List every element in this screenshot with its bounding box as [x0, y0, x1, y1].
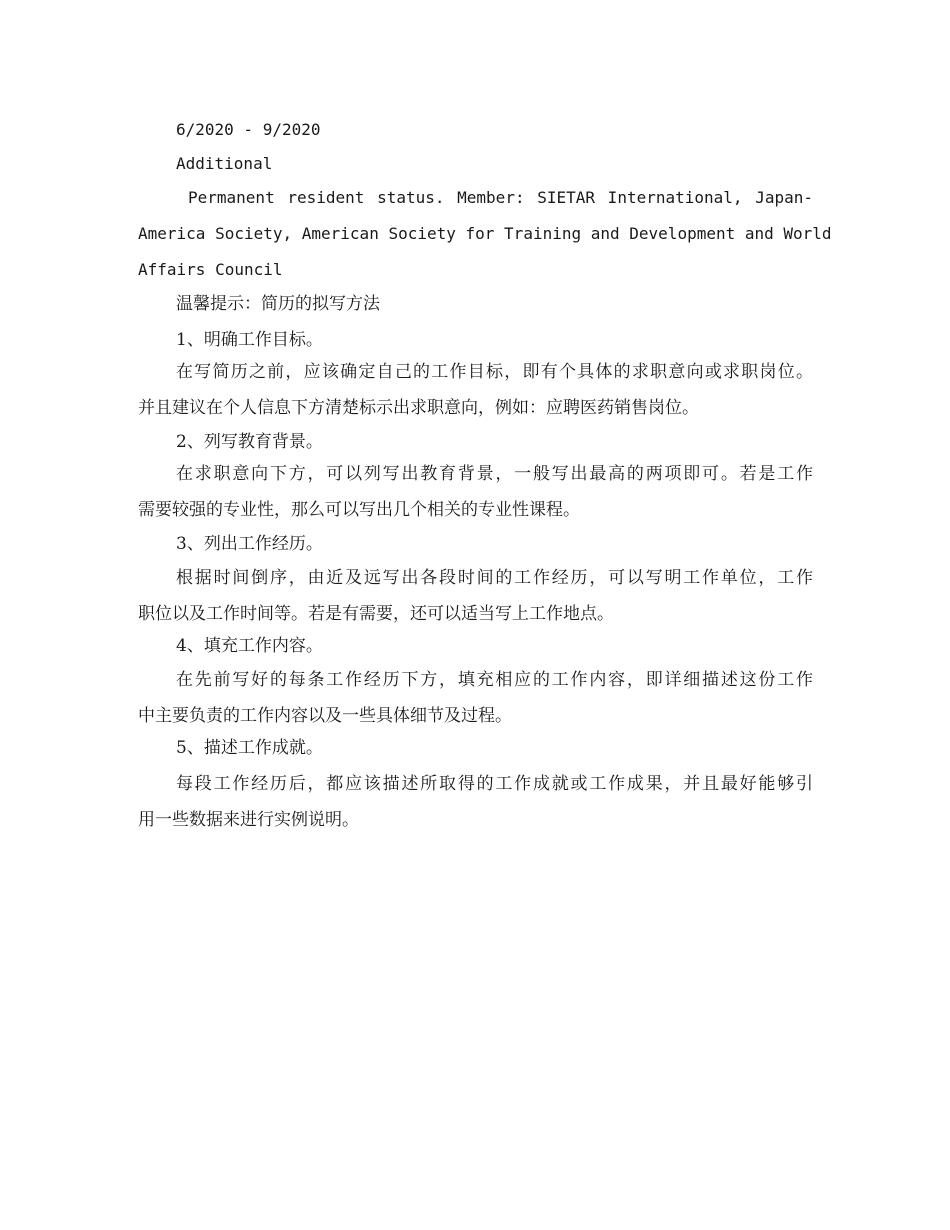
tip-body-line: 在求职意向下方，可以列写出教育背景，一般写出最高的两项即可。若是工作 [176, 464, 813, 484]
tip-body-line: 需要较强的专业性，那么可以写出几个相关的专业性课程。 [138, 500, 580, 520]
additional-heading: Additional [176, 154, 273, 173]
tips-heading: 温馨提示：简历的拟写方法 [176, 294, 380, 314]
tip-body-line: 中主要负责的工作内容以及一些具体细节及过程。 [138, 706, 512, 726]
date-range: 6/2020 - 9/2020 [176, 120, 321, 139]
additional-text-line: America Society, American Society for Training and Development and World [138, 224, 832, 243]
additional-text-line: Affairs Council [138, 260, 283, 279]
tip-body-line: 根据时间倒序，由近及远写出各段时间的工作经历，可以写明工作单位，工作 [176, 568, 813, 588]
additional-text-line: Permanent resident status. Member: SIETAR International, Japan- [188, 188, 813, 207]
tip-body-line: 用一些数据来进行实例说明。 [138, 810, 359, 830]
tip-body-line: 在先前写好的每条工作经历下方，填充相应的工作内容，即详细描述这份工作 [176, 670, 813, 690]
tip-body-line: 并且建议在个人信息下方清楚标示出求职意向，例如：应聘医药销售岗位。 [138, 398, 699, 418]
tip-body-line: 职位以及工作时间等。若是有需要，还可以适当写上工作地点。 [138, 604, 614, 624]
tip-body-line: 每段工作经历后，都应该描述所取得的工作成就或工作成果，并且最好能够引 [176, 774, 813, 794]
tip-title: 1、明确工作目标。 [176, 330, 323, 350]
tip-title: 5、描述工作成就。 [176, 738, 323, 758]
tip-title: 4、填充工作内容。 [176, 636, 323, 656]
tip-title: 2、列写教育背景。 [176, 432, 323, 452]
tip-title: 3、列出工作经历。 [176, 534, 323, 554]
tip-body-line: 在写简历之前，应该确定自己的工作目标，即有个具体的求职意向或求职岗位。 [176, 362, 813, 382]
